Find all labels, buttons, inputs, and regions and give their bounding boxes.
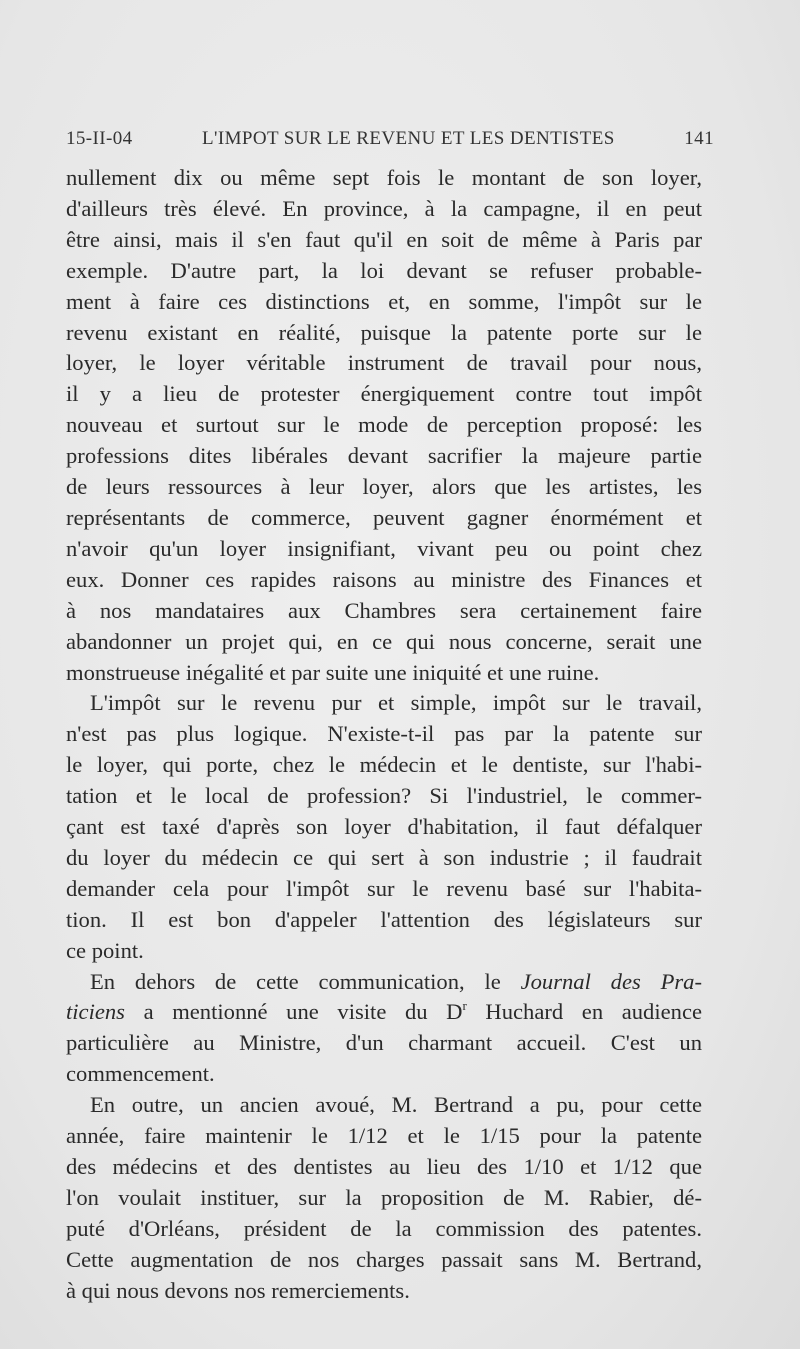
line-text: En dehors de cette communication, le	[90, 968, 521, 994]
text-line: des médecins et des dentistes au lieu des 1/10 et 1/12 que	[66, 1154, 702, 1179]
text-line: loyer, le loyer véritable instrument de travail pour nous,	[66, 350, 702, 376]
text-line: çant est taxé d'après son loyer d'habitation, il faut défalquer	[66, 814, 702, 840]
text-line: nouveau et surtout sur le mode de perception proposé: les	[66, 412, 702, 438]
text-line: le loyer, qui porte, chez le médecin et le dentiste, sur l'habi-	[66, 752, 702, 778]
text-line: tion. Il est bon d'appeler l'attention des législateurs sur	[66, 906, 702, 932]
text-line: à qui nous devons nos remerciements.	[66, 1277, 410, 1303]
text-line: l'on voulait instituer, sur la proposition de M. Rabier, dé-	[66, 1184, 702, 1210]
text-line: professions dites libérales devant sacrifier la majeure partie	[66, 443, 702, 469]
text-line: à nos mandataires aux Chambres sera certainement faire	[66, 597, 702, 623]
text-line: de leurs ressources à leur loyer, alors que les artistes, les	[66, 474, 702, 500]
text-line: année, faire maintenir le 1/12 et le 1/15 pour la patente	[66, 1123, 702, 1149]
text-line: d'ailleurs très élevé. En province, à la campagne, il en peut	[66, 195, 702, 221]
text-line: demander cela pour l'impôt sur le revenu basé sur l'habita-	[66, 875, 702, 901]
text-line: L'impôt sur le revenu pur et simple, impôt sur le travail,	[90, 690, 702, 716]
header-date: 15-II-04	[66, 128, 133, 149]
text-line: ce point.	[66, 937, 144, 963]
text-line: représentants de commerce, peuvent gagner énormément et	[66, 504, 702, 530]
text-line: n'est pas plus logique. N'existe-t-il pas par la patente sur	[66, 721, 702, 747]
text-line: puté d'Orléans, président de la commission des patentes.	[66, 1215, 702, 1241]
text-line: eux. Donner ces rapides raisons au ministre des Finances et	[66, 566, 702, 592]
text-line: monstrueuse inégalité et par suite une iniquité et une ruine.	[66, 659, 600, 685]
superscript: r	[462, 998, 467, 1014]
text-line	[66, 997, 702, 1028]
journal-title-part: ticiens	[66, 999, 125, 1025]
text-line: exemple. D'autre part, la loi devant se refuser probable-	[66, 257, 702, 283]
text-line: En outre, un ancien avoué, M. Bertrand a pu, pour cette	[90, 1092, 702, 1118]
journal-title-part: Journal des Pra-	[520, 968, 702, 994]
body-text	[66, 163, 702, 1307]
running-header	[66, 128, 714, 150]
header-title: L'IMPOT SUR LE REVENU ET LES DENTISTES	[202, 128, 615, 149]
line-text: Huchard en audience	[466, 999, 702, 1025]
text-line: Cette augmentation de nos charges passait sans M. Bertrand,	[66, 1246, 702, 1272]
text-line: il y a lieu de protester énergiquement contre tout impôt	[66, 381, 702, 407]
text-line: être ainsi, mais il s'en faut qu'il en soit de même à Paris par	[66, 226, 702, 252]
text-line: abandonner un projet qui, en ce qui nous concerne, serait une	[66, 628, 702, 654]
text-line: n'avoir qu'un loyer insignifiant, vivant peu ou point chez	[66, 535, 702, 561]
text-line: du loyer du médecin ce qui sert à son industrie ; il faudrait	[66, 844, 702, 870]
text-line: nullement dix ou même sept fois le montant de son loyer,	[66, 165, 702, 190]
line-text: a mentionné une visite du D	[124, 999, 463, 1025]
text-line	[66, 967, 702, 998]
text-line: revenu existant en réalité, puisque la patente porte sur le	[66, 319, 702, 345]
text-line: commencement.	[66, 1061, 215, 1087]
text-line: particulière au Ministre, d'un charmant accueil. C'est un	[66, 1030, 702, 1056]
page-number: 141	[684, 128, 714, 149]
text-line: tation et le local de profession? Si l'industriel, le commer-	[66, 783, 702, 809]
text-line: ment à faire ces distinctions et, en somme, l'impôt sur le	[66, 288, 702, 314]
